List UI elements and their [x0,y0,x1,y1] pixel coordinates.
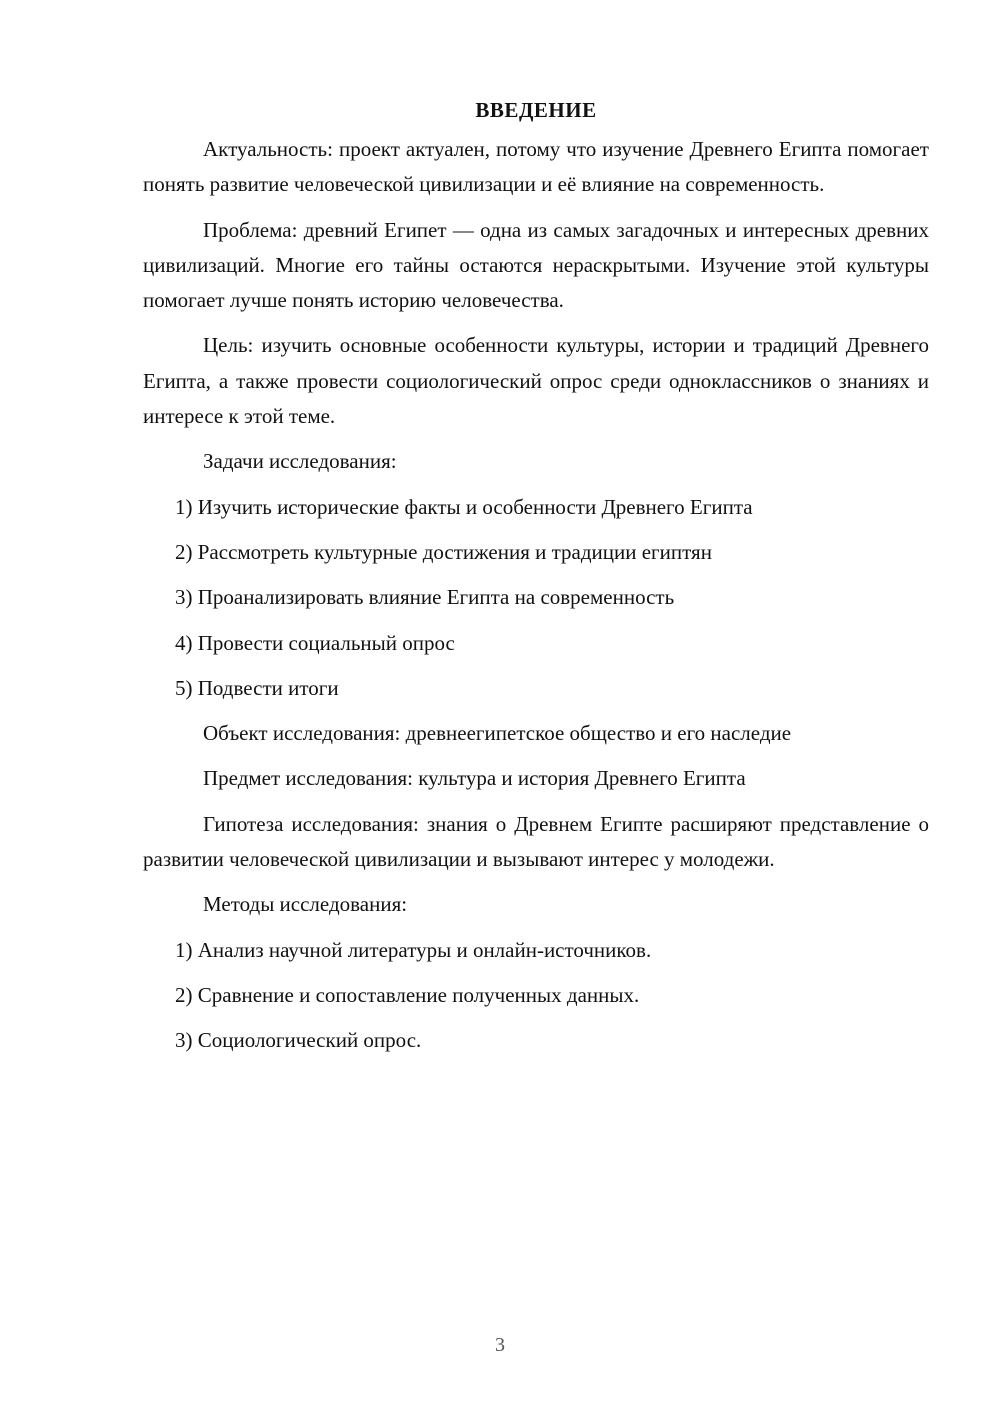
tasks-heading: Задачи исследования: [203,449,397,474]
problem-paragraph: Проблема: древний Египет — одна из самых загадочных и интересных древних цивилизаций. Многие его тайны остаются нераскрытыми. Изучение этой культуры помогает лучше понять историю человечества. [143,217,929,313]
section-title: ВВЕДЕНИЕ [475,98,597,122]
task-item: 2) Рассмотреть культурные достижения и традиции египтян [175,539,712,564]
method-item: 1) Анализ научной литературы и онлайн-источников. [175,937,652,962]
method-item: 2) Сравнение и сопоставление полученных данных. [175,982,640,1007]
relevance-paragraph: Актуальность: проект актуален, потому что изучение Древнего Египта помогает понять развитие человеческой цивилизации и её влияние на современность. [143,137,929,197]
goal-paragraph: Цель: изучить основные особенности культуры, истории и традиций Древнего Египта, а также провести социологический опрос среди одноклассников о знаниях и интересе к этой теме. [143,333,929,429]
research-subject: Предмет исследования: культура и история Древнего Египта [203,766,746,791]
page-number: 3 [495,1334,505,1356]
methods-list [143,933,929,1059]
task-item: 3) Проанализировать влияние Египта на современность [175,585,675,610]
task-item: 5) Подвести итоги [175,675,339,700]
task-item: 1) Изучить исторические факты и особенности Древнего Египта [175,494,753,519]
task-item: 4) Провести социальный опрос [175,630,455,655]
document-page [143,92,929,1069]
hypothesis-paragraph: Гипотеза исследования: знания о Древнем Египте расширяют представление о развитии человеческой цивилизации и вызывают интерес у молодежи. [143,811,929,872]
methods-heading: Методы исследования: [203,892,408,917]
research-object: Объект исследования: древнеегипетское общество и его наследие [203,721,792,746]
method-item: 3) Социологический опрос. [175,1028,422,1053]
tasks-list [143,490,929,706]
